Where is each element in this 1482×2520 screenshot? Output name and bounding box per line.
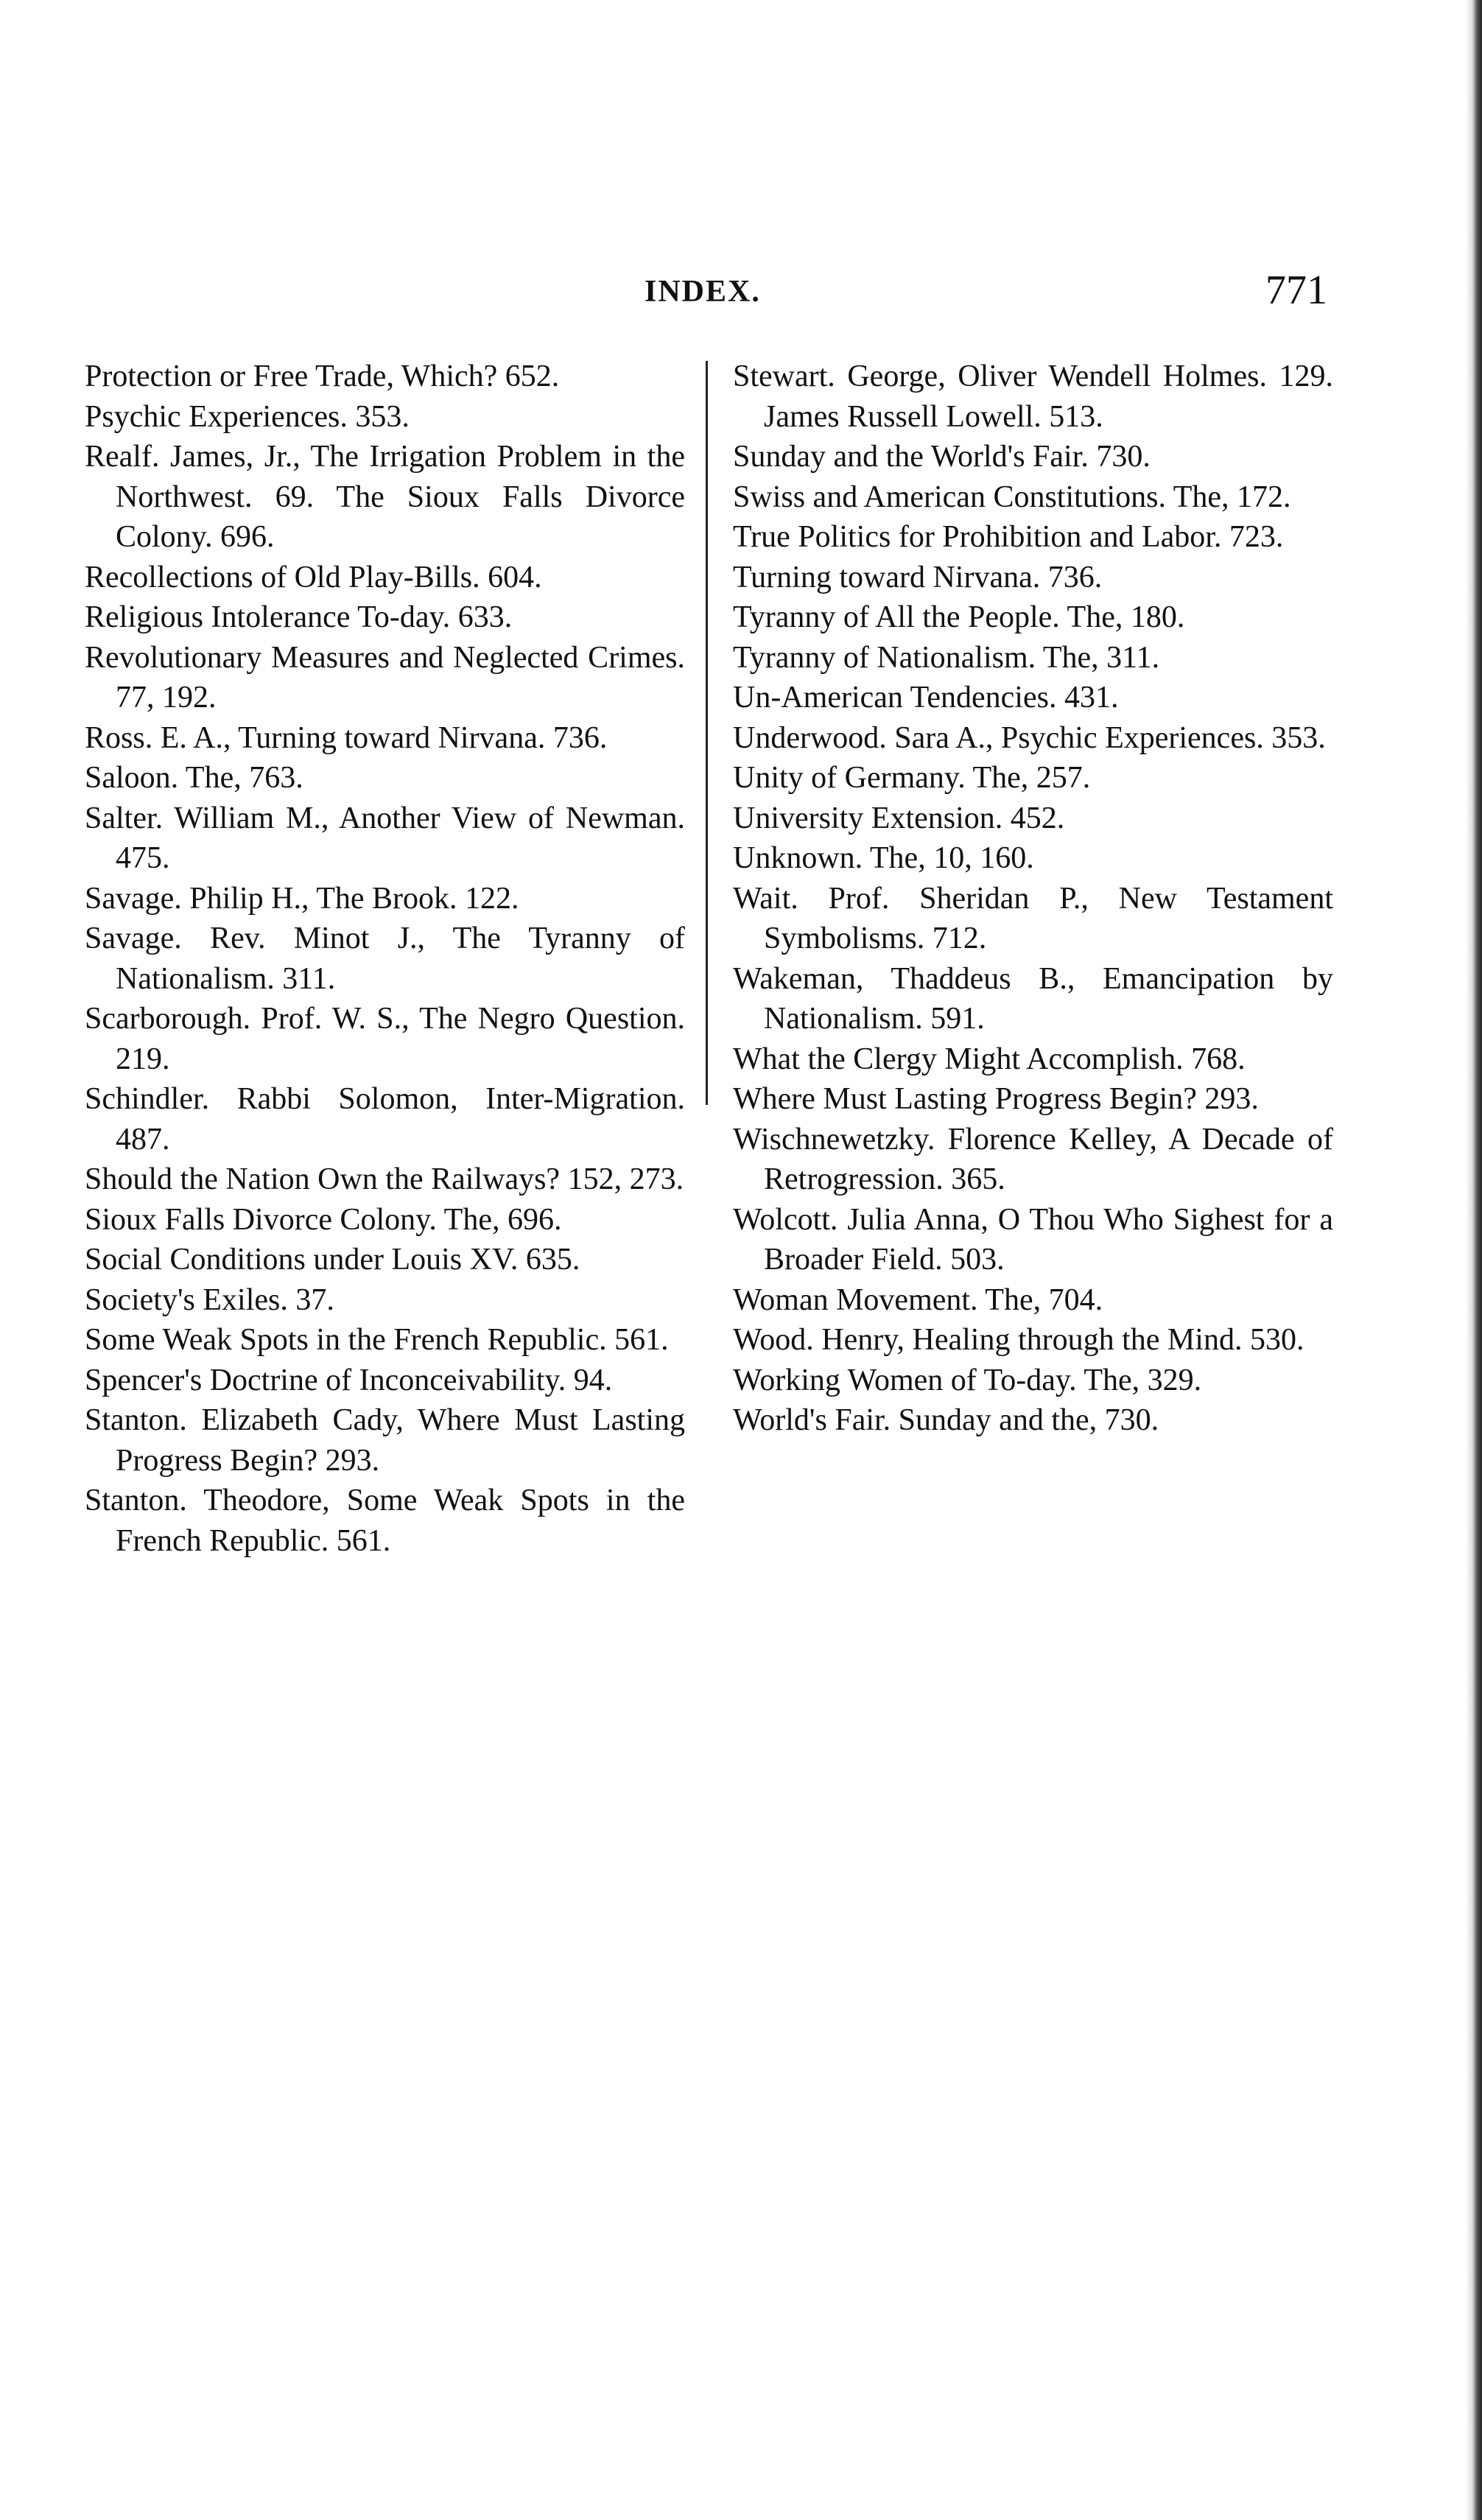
index-entry: Sioux Falls Divorce Colony. The, 696.: [85, 1202, 562, 1237]
index-entry: Wischnewetzky. Florence Kelley, A Decade of Retrogression. 365.: [733, 1122, 1333, 1196]
index-entry: Savage. Philip H., The Brook. 122.: [85, 881, 519, 916]
index-entry: What the Clergy Might Accomplish. 768.: [733, 1042, 1246, 1076]
index-entry: Realf. James, Jr., The Irrigation Problem in the Northwest. 69. The Sioux Falls Divorce Colony. 696.: [85, 440, 685, 554]
index-entry: Stanton. Elizabeth Cady, Where Must Lasting Progress Begin? 293.: [85, 1403, 685, 1478]
index-entry: Underwood. Sara A., Psychic Experiences. 353.: [733, 720, 1326, 755]
index-entry: Swiss and American Constitutions. The, 172.: [733, 480, 1291, 514]
index-entry: Schindler. Rabbi Solomon, Inter-Migration. 487.: [85, 1082, 685, 1157]
index-entry: Working Women of To-day. The, 329.: [733, 1363, 1202, 1397]
index-entry: Saloon. The, 763.: [85, 761, 303, 795]
index-entry: Stewart. George, Oliver Wendell Holmes. 129. James Russell Lowell. 513.: [733, 359, 1333, 434]
index-entry: Religious Intolerance To-day. 633.: [85, 600, 513, 634]
index-entry: Ross. E. A., Turning toward Nirvana. 736.: [85, 720, 608, 755]
index-entry: Unknown. The, 10, 160.: [733, 841, 1034, 875]
index-entry: Social Conditions under Louis XV. 635.: [85, 1243, 580, 1277]
index-entry: Tyranny of All the People. The, 180.: [733, 600, 1185, 634]
index-entry: Psychic Experiences. 353.: [85, 399, 410, 434]
index-entry: True Politics for Prohibition and Labor. 723.: [733, 520, 1284, 554]
page-title: INDEX.: [645, 275, 761, 309]
index-entry: Wakeman, Thaddeus B., Emancipation by Nationalism. 591.: [733, 961, 1333, 1036]
index-entry: Woman Movement. The, 704.: [733, 1282, 1103, 1317]
index-entry: World's Fair. Sunday and the, 730.: [733, 1403, 1159, 1437]
column-divider: [706, 361, 708, 1105]
index-column-left: [85, 357, 685, 1561]
index-entry: Tyranny of Nationalism. The, 311.: [733, 640, 1160, 675]
index-entry: Scarborough. Prof. W. S., The Negro Question. 219.: [85, 1002, 685, 1076]
index-entry: Spencer's Doctrine of Inconceivability. 94.: [85, 1363, 613, 1397]
index-entry: University Extension. 452.: [733, 801, 1065, 835]
index-entry: Where Must Lasting Progress Begin? 293.: [733, 1082, 1259, 1116]
running-head: [0, 267, 1482, 318]
page-number: 771: [1265, 267, 1327, 313]
index-entry: Some Weak Spots in the French Republic. 561.: [85, 1323, 669, 1357]
index-entry: Un-American Tendencies. 431.: [733, 681, 1119, 715]
index-entry: Wolcott. Julia Anna, O Thou Who Sighest for a Broader Field. 503.: [733, 1202, 1333, 1277]
index-entry: Recollections of Old Play-Bills. 604.: [85, 560, 542, 594]
index-entry: Salter. William M., Another View of Newman. 475.: [85, 801, 685, 875]
index-entry: Should the Nation Own the Railways? 152, 273.: [85, 1162, 684, 1196]
index-entry: Revolutionary Measures and Neglected Crimes. 77, 192.: [85, 640, 685, 715]
index-entry: Unity of Germany. The, 257.: [733, 761, 1091, 795]
page-edge-shadow: [1466, 0, 1482, 2520]
index-entry: Protection or Free Trade, Which? 652.: [85, 359, 560, 393]
index-column-right: [733, 357, 1333, 1441]
index-entry: Savage. Rev. Minot J., The Tyranny of Nationalism. 311.: [85, 922, 685, 996]
index-entry: Stanton. Theodore, Some Weak Spots in the French Republic. 561.: [85, 1484, 685, 1558]
index-entry: Sunday and the World's Fair. 730.: [733, 440, 1151, 474]
index-entry: Wood. Henry, Healing through the Mind. 530.: [733, 1323, 1304, 1357]
index-entry: Wait. Prof. Sheridan P., New Testament Symbolisms. 712.: [733, 881, 1333, 955]
index-entry: Turning toward Nirvana. 736.: [733, 560, 1103, 594]
index-entry: Society's Exiles. 37.: [85, 1282, 334, 1317]
